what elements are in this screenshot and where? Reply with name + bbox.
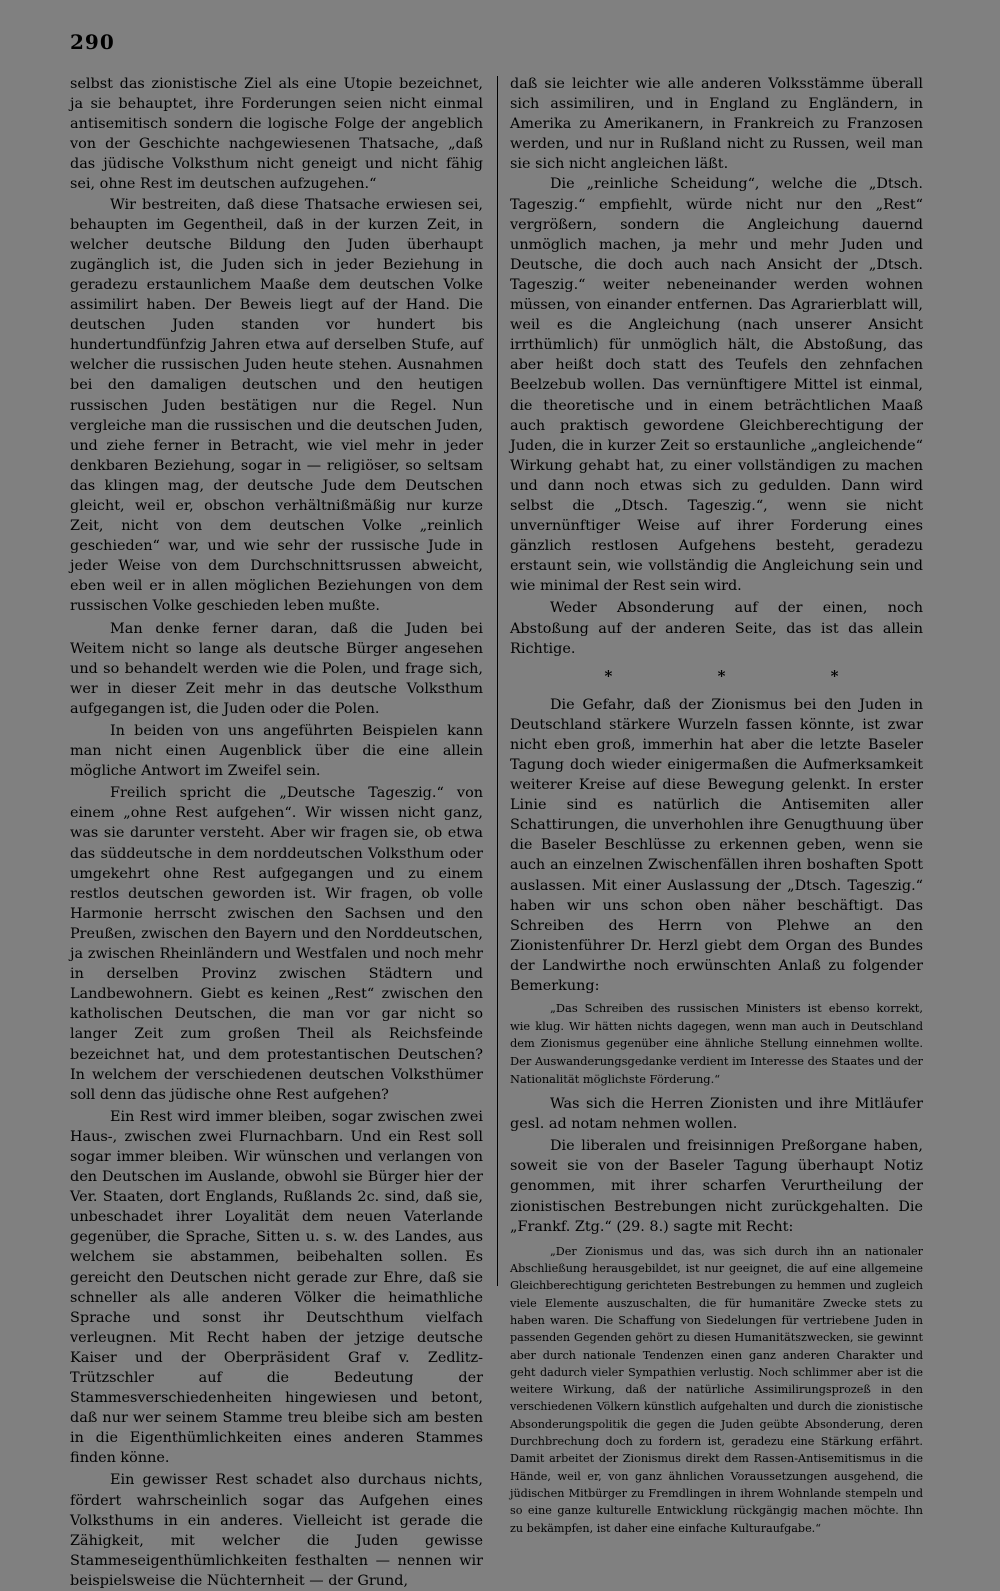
paragraph: In beiden von uns angeführten Beispielen kann man nicht einen Augenblick über die eine allein mögliche Antwort im Zweifel sein. — [70, 723, 483, 780]
paragraph: Ein gewisser Rest schadet also durchaus nichts, fördert wahrscheinlich sogar das Aufgehen eines Volksthums in ein anderes. Vielleicht ist gerade die Zähigkeit, mit welcher die Juden gewisse Stammeseigenthümlichkeiten festhalten — nennen wir beispielsweise die Nüchternheit — der Grund, — [70, 1472, 483, 1589]
paragraph: Man denke ferner daran, daß die Juden bei Weitem nicht so lange als deutsche Bürger angesehen und so behandelt werden wie die Polen, und frage sich, wer in dieser Zeit mehr in das deutsche Volksthum aufgegangen ist, die Juden oder die Polen. — [70, 620, 483, 717]
paragraph: Weder Absonderung auf der einen, noch Abstoßung auf der anderen Seite, das ist das allein Richtige. — [510, 600, 923, 657]
paragraph: Die „reinliche Scheidung“, welche die „Dtsch. Tageszig.“ empfiehlt, würde nicht nur den „Rest“ vergrößern, sondern die Angleichung dauernd unmöglich machen, ja mehr und mehr Juden und Deutsche, die doch auch nach Ansicht der „Dtsch. Tageszig.“ weiter nebeneinander werden wohnen müssen, von einander entfernen. Das Agrarierblatt will, weil es die Angleichung (nach unserer Ansicht irrthümlich) für unmöglich hält, die Abstoßung, das aber heißt doch statt des Teufels den zehnfachen Beelzebub wollen. Das vernünftigere Mittel ist einmal, die theoretische und in einem beträchtlichen Maaß auch praktisch gewordene Gleichberechtigung der Juden, die in kurzer Zeit so erstaunliche „angleichende“ Wirkung gehabt hat, zu einer vollständigen zu machen und dann noch etwas sich zu gedulden. Dann wird selbst die „Dtsch. Tageszig.“, wenn sie nicht unvernünftiger Weise auf ihrer Forderung eines gänzlich restlosen Aufgehens besteht, geradezu erstaunt sein, wie vollständig die Angleichung sein und wie minimal der Rest sein wird. — [510, 176, 923, 595]
right-column — [510, 74, 923, 1537]
block-quote: „Der Zionismus und das, was sich durch ihn an nationaler Abschließung herausgebildet, ist nur geeignet, die auf eine allgemeine Gleichberechtigung gerichteten Bestrebungen zu hemmen und zugleich viele Elemente auszuschalten, die für humanitäre Zwecke stets zu haben waren. Die Schaffung von Siedelungen für vertriebene Juden in passenden Gegenden gehört zu diesen Humanitätszwecken, sie gewinnt aber durch nationale Tendenzen einen ganz anderen Charakter und geht dadurch vieler Sympathien verlustig. Noch schlimmer aber ist die weitere Wirkung, daß der natürliche Assimilirungsprozeß in den verschiedenen Völkern künstlich aufgehalten und durch die zionistische Absonderungspolitik die gegen die Juden geübte Absonderung, deren Durchbrechung doch zu fordern ist, geradezu eine Stärkung erfährt. Damit arbeitet der Zionismus direkt dem Rassen-Antisemitismus in die Hände, weil er, von ganz ähnlichen Voraussetzungen ausgehend, die jüdischen Mitbürger zu Fremdlingen in ihrem Wohnlande stempeln und so eine ganze kulturelle Entwicklung rückgängig machen möchte. Ihn zu bekämpfen, ist daher eine einfache Kulturaufgabe.“ — [510, 1244, 923, 1535]
paragraph: Die Gefahr, daß der Zionismus bei den Juden in Deutschland stärkere Wurzeln fassen könnte, ist zwar nicht eben groß, immerhin hat aber die letzte Baseler Tagung doch wieder einigermaßen die Aufmerksamkeit weiterer Kreise auf diese Bewegung gelenkt. In erster Linie sind es natürlich die Antisemiten aller Schattirungen, die unverhohlen ihre Genugthuung über die Baseler Beschlüsse zu erkennen geben, wenn sie auch an einzelnen Zwischenfällen ihren boshaften Spott auslassen. Mit einer Auslassung der „Dtsch. Tageszig.“ haben wir uns schon oben näher beschäftigt. Das Schreiben des Herrn von Plehwe an den Zionistenführer Dr. Herzl giebt dem Organ des Bundes der Landwirthe noch erwünschten Anlaß zu folgender Bemerkung: — [510, 696, 923, 995]
paragraph: Wir bestreiten, daß diese Thatsache erwiesen sei, behaupten im Gegentheil, daß in der kurzen Zeit, in welcher deutsche Bildung den Juden überhaupt zugänglich ist, die Juden sich in jeder Beziehung in geradezu erstaunlichem Maaße dem deutschen Volke assimilirt haben. Der Beweis liegt auf der Hand. Die deutschen Juden standen vor hundert bis hundertundfünfzig Jahren etwa auf derselben Stufe, auf welcher die russischen Juden heute stehen. Ausnahmen bei den damaligen deutschen und den heutigen russischen Juden bestätigen nur die Regel. Nun vergleiche man die russischen und die deutschen Juden, und ziehe ferner in Betracht, wie viel mehr in jeder denkbaren Beziehung, sogar in — religiöser, so seltsam das klingen mag, der deutsche Jude dem Deutschen gleicht, weil er, obschon verhältnißmäßig nur kurze Zeit, nicht von dem deutschen Volke „reinlich geschieden“ war, und wie sehr der russische Jude in jeder Weise von dem Durchschnittsrussen abweicht, eben weil er in allen möglichen Beziehungen von dem russischen Volke geschieden leben mußte. — [70, 196, 483, 615]
left-column — [70, 74, 483, 1591]
section-divider: * * * — [604, 666, 889, 685]
paragraph: Die liberalen und freisinnigen Preßorgane haben, soweit sie von der Baseler Tagung überhaupt Notiz genommen, mit ihrer scharfen Verurtheilung der zionistischen Bestrebungen nicht zurückgehalten. Die „Frankf. Ztg.“ (29. 8.) sagte mit Recht: — [510, 1138, 923, 1235]
block-quote: „Das Schreiben des russischen Ministers ist ebenso korrekt, wie klug. Wir hätten nichts dagegen, wenn man auch in Deutschland dem Zionismus gegenüber eine ähnliche Stellung einnehmen wollte. Der Auswanderungsgedanke verdient im Interesse des Staates und der Nationalität möglichste Förderung.“ — [510, 1001, 923, 1086]
column-rule — [497, 76, 498, 1286]
paragraph: Was sich die Herren Zionisten und ihre Mitläufer gesl. ad notam nehmen wollen. — [510, 1096, 923, 1133]
page-number: 290 — [70, 30, 115, 54]
paragraph: Ein Rest wird immer bleiben, sogar zwischen zwei Haus-, zwischen zwei Flurnachbarn. Und ein Rest soll sogar immer bleiben. Wir wünschen und verlangen von den Deutschen im Auslande, obwohl sie Bürger hier der Ver. Staaten, dort Englands, Rußlands 2c. sind, daß sie, unbeschadet ihrer Loyalität dem neuen Vaterlande gegenüber, die Sprache, Sitten u. s. w. des Landes, aus welchem sie abstammen, beibehalten sollen. Es gereicht den Deutschen nicht gerade zur Ehre, daß sie schneller als alle anderen Völker die heimathliche Sprache und sonst ihr Deutschthum vielfach verleugnen. Mit Recht haben der jetzige deutsche Kaiser und der Oberpräsident Graf v. Zedlitz-Trützschler auf die Bedeutung der Stammesverschiedenheiten hingewiesen und betont, daß nur wer seinem Stamme treu bleibe sich am besten in die Eigenthümlichkeiten eines anderen Stammes finden könne. — [70, 1108, 483, 1467]
paragraph: daß sie leichter wie alle anderen Volksstämme überall sich assimiliren, und in England zu Engländern, in Amerika zu Amerikanern, in Frankreich zu Franzosen werden, und nur in Rußland nicht zu Russen, weil man sie sich nicht angleichen läßt. — [510, 76, 923, 173]
paragraph: Freilich spricht die „Deutsche Tageszig.“ von einem „ohne Rest aufgehen“. Wir wissen nicht ganz, was sie darunter versteht. Aber wir fragen sie, ob etwa das süddeutsche in dem norddeutschen Volksthum oder umgekehrt ohne Rest aufgegangen und zu einem restlos deutschen geworden ist. Wir fragen, ob volle Harmonie herrscht zwischen den Sachsen und den Preußen, zwischen den Bayern und den Norddeutschen, ja zwischen Rheinländern und Westfalen und noch mehr in derselben Provinz zwischen Städtern und Landbewohnern. Giebt es keinen „Rest“ zwischen den katholischen Deutschen, die man vor gar nicht so langer Zeit zum großen Theil als Reichsfeinde bezeichnet hat, und dem protestantischen Deutschen? In welchem der verschiedenen deutschen Volksthümer soll denn das jüdische ohne Rest aufgehen? — [70, 785, 483, 1103]
paragraph: selbst das zionistische Ziel als eine Utopie bezeichnet, ja sie behauptet, ihre Forderungen seien nicht einmal antisemitisch sondern die logische Folge der angeblich von der Geschichte nachgewiesenen Thatsache, „daß das jüdische Volksthum nicht geneigt und nicht fähig sei, ohne Rest im deutschen aufzugehen.“ — [70, 76, 483, 193]
